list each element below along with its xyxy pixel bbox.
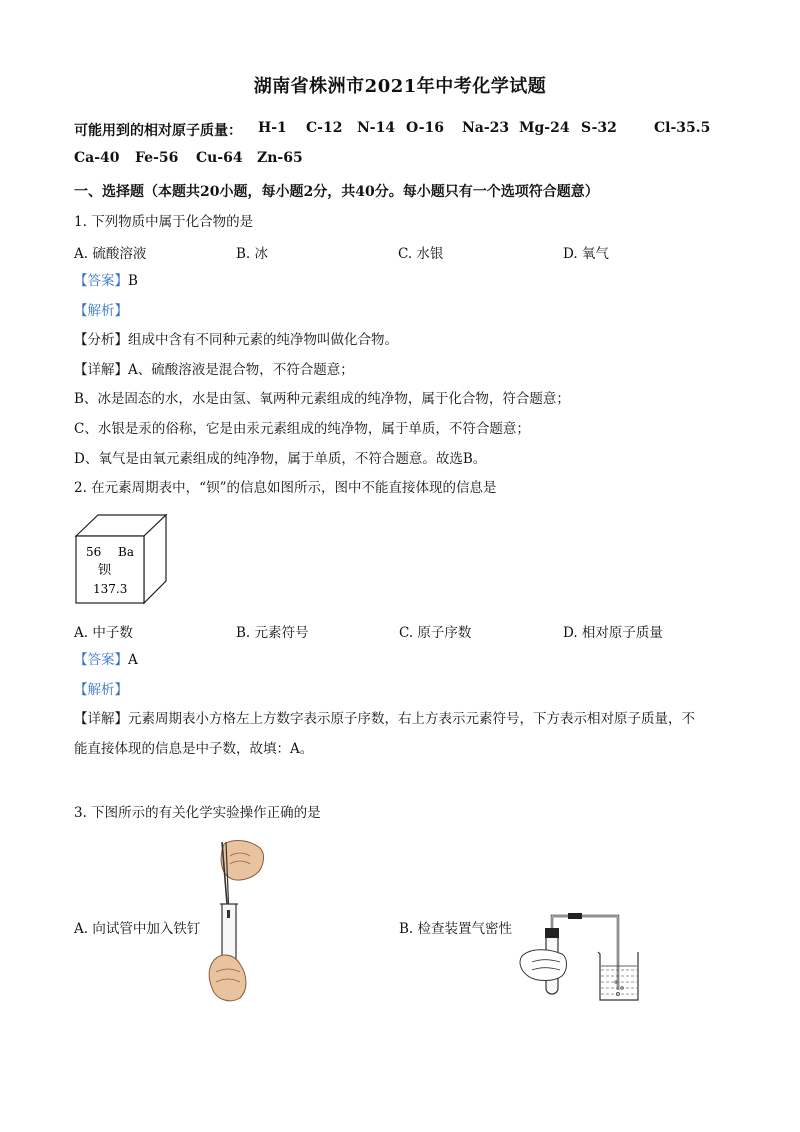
section-heading: 一、选择题（本题共20小题，每小题2分，共40分。每小题只有一个选项符合题意） (74, 184, 599, 200)
answer-value: B (128, 273, 138, 289)
question-2-option-c[interactable]: C. 原子序数 (399, 625, 472, 641)
answer-tag: 【答案】 (74, 273, 128, 289)
atomic-mass-item: Cl-35.5 (654, 120, 711, 136)
atomic-mass-item: S-32 (581, 120, 617, 136)
airtightness-check-figure (518, 904, 646, 1004)
element-symbol: Ba (118, 545, 134, 559)
question-2-option-d[interactable]: D. 相对原子质量 (563, 625, 663, 641)
question-1-answer (74, 271, 138, 291)
question-1-detail: B、冰是固态的水，水是由氢、氧两种元素组成的纯净物，属于化合物，符合题意； (74, 391, 570, 407)
question-2-detail: 能直接体现的信息是中子数，故填：A。 (74, 741, 314, 757)
question-2-analysis-tag: 【解析】 (74, 682, 128, 698)
atomic-mass-item: Ca-40 (74, 150, 120, 166)
question-3-stem: 3. 下图所示的有关化学实验操作正确的是 (74, 805, 321, 821)
question-1-fenxi: 【分析】组成中含有不同种元素的纯净物叫做化合物。 (74, 332, 398, 348)
question-1-option-c[interactable]: C. 水银 (398, 246, 444, 262)
question-1-detail: 【详解】A、硫酸溶液是混合物，不符合题意； (74, 362, 354, 378)
question-1-detail: D、氧气是由氧元素组成的纯净物，属于单质，不符合题意。故选B。 (74, 451, 487, 467)
atomic-mass-item: O-16 (406, 120, 445, 136)
question-2-option-a[interactable]: A. 中子数 (74, 625, 133, 641)
question-3-option-a[interactable]: A. 向试管中加入铁钉 (74, 921, 201, 937)
atomic-mass-item: Cu-64 (196, 150, 243, 166)
question-1-analysis-tag: 【解析】 (74, 303, 128, 319)
answer-value: A (128, 652, 138, 668)
question-2-detail: 【详解】元素周期表小方格左上方数字表示原子序数，右上方表示元素符号，下方表示相对原子质量，不 (74, 711, 695, 727)
question-2-option-b[interactable]: B. 元素符号 (236, 625, 309, 641)
question-1-stem: 1. 下列物质中属于化合物的是 (74, 214, 254, 230)
question-2-answer (74, 650, 138, 670)
atomic-mass-item: H-1 (258, 120, 287, 136)
atomic-mass-item: C-12 (306, 120, 343, 136)
question-2-stem: 2. 在元素周期表中，“钡”的信息如图所示，图中不能直接体现的信息是 (74, 480, 497, 496)
page-title: 湖南省株洲市2021年中考化学试题 (253, 76, 547, 97)
element-atomic-number: 56 (86, 545, 102, 559)
atomic-mass-item: N-14 (357, 120, 396, 136)
question-1-option-d[interactable]: D. 氧气 (563, 246, 609, 262)
question-1-detail: C、水银是汞的俗称，它是由汞元素组成的纯净物，属于单质，不符合题意； (74, 421, 530, 437)
question-3-option-b[interactable]: B. 检查装置气密性 (399, 921, 513, 937)
atomic-mass-item: Na-23 (462, 120, 510, 136)
answer-tag: 【答案】 (74, 652, 128, 668)
question-1-option-a[interactable]: A. 硫酸溶液 (74, 246, 147, 262)
question-1-option-b[interactable]: B. 冰 (236, 246, 269, 262)
element-name: 钡 (98, 563, 112, 578)
barium-element-cell-figure (74, 512, 170, 606)
atomic-mass-item: Zn-65 (257, 150, 303, 166)
atomic-mass-item: Mg-24 (519, 120, 570, 136)
add-iron-nail-figure (200, 838, 272, 1004)
atomic-mass-item: Fe-56 (135, 150, 179, 166)
atomic-mass-label: 可能用到的相对原子质量： (74, 123, 242, 139)
element-atomic-mass: 137.3 (93, 582, 128, 596)
